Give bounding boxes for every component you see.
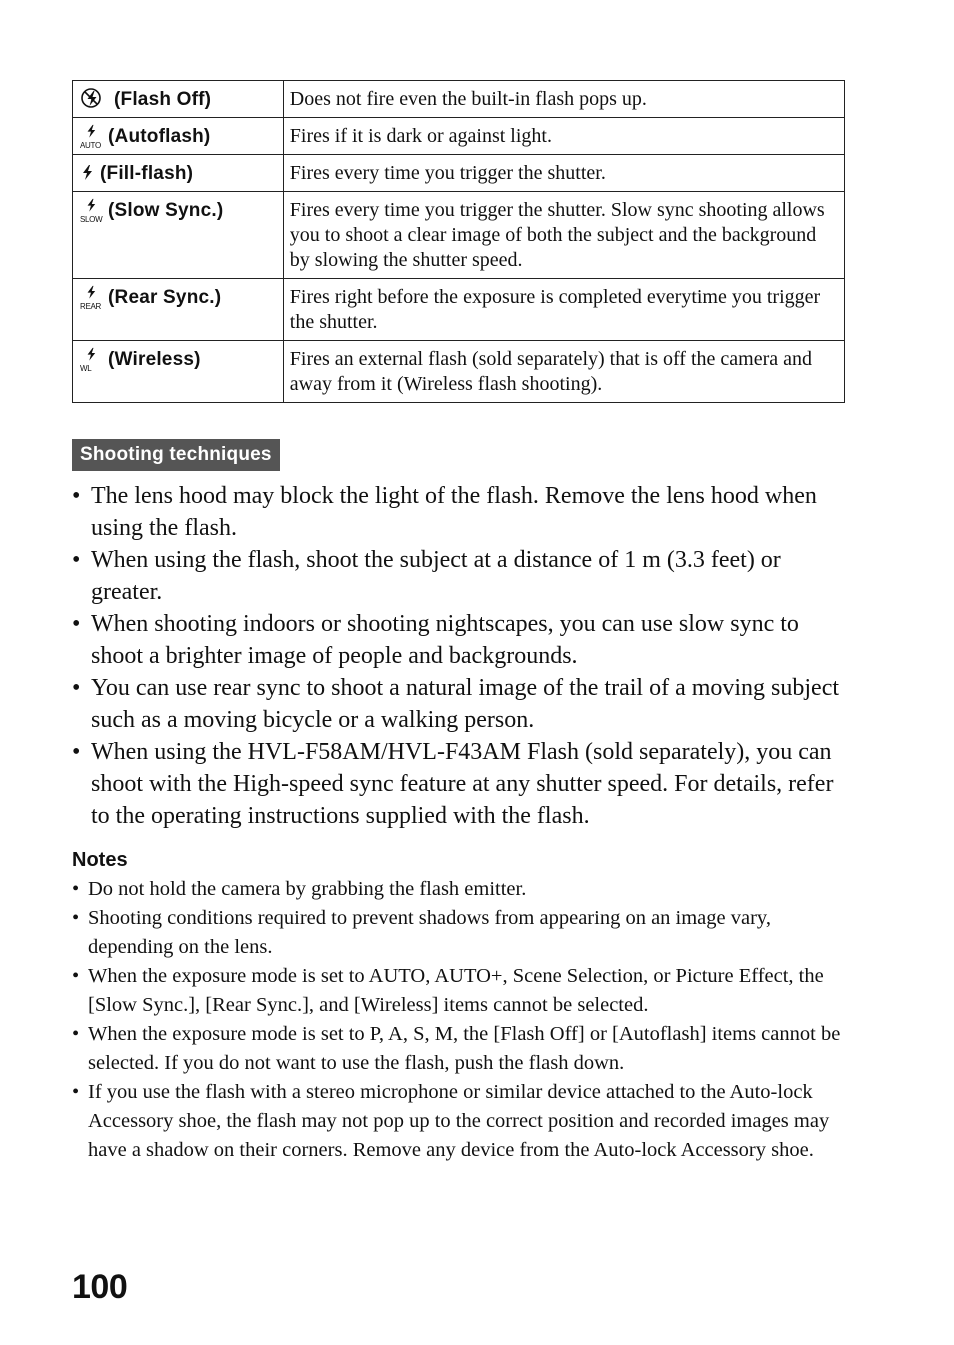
rear-sync-icon xyxy=(80,285,106,310)
flash-mode-name-cell xyxy=(73,192,284,279)
flash-mode-name: (Wireless) xyxy=(108,349,201,370)
note-item: • If you use the flash with a stereo microphone or similar device attached to the Auto-lock Accessory shoe, the flash may not pop up to the correct position and recorded images may have a shadow on their corners. Remove any device from the Auto-lock Accessory shoe. xyxy=(72,1078,852,1165)
flash-mode-description: Fires every time you trigger the shutter. xyxy=(283,155,844,192)
technique-item: • The lens hood may block the light of the flash. Remove the lens hood when using the flash. xyxy=(72,480,852,544)
flash-mode-description: Fires if it is dark or against light. xyxy=(283,118,844,155)
flash-mode-description: Fires right before the exposure is completed everytime you trigger the shutter. xyxy=(283,279,844,341)
wireless-icon xyxy=(80,347,106,372)
flash-mode-row xyxy=(73,81,845,118)
flash-mode-icon-subscript: AUTO xyxy=(80,141,101,150)
fill-flash-icon xyxy=(80,161,96,186)
flash-mode-name-cell xyxy=(73,81,284,118)
flash-mode-name-cell xyxy=(73,279,284,341)
page-number: 100 xyxy=(72,1268,128,1306)
autoflash-icon xyxy=(80,124,106,149)
flash-mode-name-cell xyxy=(73,341,284,403)
flash-mode-description: Fires every time you trigger the shutter. Slow sync shooting allows you to shoot a clear image of both the subject and the background by slowing the shutter speed. xyxy=(283,192,844,279)
flash-mode-row xyxy=(73,341,845,403)
flash-mode-table-body xyxy=(73,81,845,403)
note-item: • Shooting conditions required to prevent shadows from appearing on an image vary, depending on the lens. xyxy=(72,904,852,962)
note-item: • When the exposure mode is set to P, A, S, M, the [Flash Off] or [Autoflash] items cannot be selected. If you do not want to use the flash, push the flash down. xyxy=(72,1020,852,1078)
note-item: • When the exposure mode is set to AUTO, AUTO+, Scene Selection, or Picture Effect, the [Slow Sync.], [Rear Sync.], and [Wireless] items cannot be selected. xyxy=(72,962,852,1020)
flash-mode-row xyxy=(73,192,845,279)
technique-item: • When shooting indoors or shooting nightscapes, you can use slow sync to shoot a brighter image of people and backgrounds. xyxy=(72,608,852,672)
flash-mode-row xyxy=(73,155,845,192)
technique-item: • You can use rear sync to shoot a natural image of the trail of a moving subject such as a moving bicycle or a walking person. xyxy=(72,672,852,736)
flash-mode-icon-subscript: REAR xyxy=(80,302,102,311)
notes-list xyxy=(72,875,852,1165)
flash-mode-table xyxy=(72,80,845,403)
flash-mode-row xyxy=(73,118,845,155)
flash-mode-description: Does not fire even the built-in flash pops up. xyxy=(283,81,844,118)
flash-mode-name-cell xyxy=(73,118,284,155)
flash-mode-name: (Autoflash) xyxy=(108,126,211,147)
shooting-techniques-list xyxy=(72,480,852,832)
flash-mode-description: Fires an external flash (sold separately) that is off the camera and away from it (Wireless flash shooting). xyxy=(283,341,844,403)
technique-item: • When using the flash, shoot the subject at a distance of 1 m (3.3 feet) or greater. xyxy=(72,544,852,608)
flash-mode-icon-subscript: WL xyxy=(80,364,92,373)
flash-mode-name: (Rear Sync.) xyxy=(108,287,222,308)
flash-mode-icon-subscript: SLOW xyxy=(80,215,103,224)
technique-item: • When using the HVL-F58AM/HVL-F43AM Flash (sold separately), you can shoot with the High-speed sync feature at any shutter speed. For details, refer to the operating instructions supplied with the flash. xyxy=(72,736,852,832)
slow-sync-icon xyxy=(80,198,106,223)
flash-mode-name: (Fill-flash) xyxy=(100,163,194,184)
flash-mode-name: (Slow Sync.) xyxy=(108,200,224,221)
flash-off-icon xyxy=(80,87,106,112)
section-heading-shooting-techniques: Shooting techniques xyxy=(72,439,280,471)
flash-mode-name: (Flash Off) xyxy=(114,89,212,110)
note-item: • Do not hold the camera by grabbing the flash emitter. xyxy=(72,875,852,904)
flash-mode-row xyxy=(73,279,845,341)
flash-mode-name-cell xyxy=(73,155,284,192)
notes-heading: Notes xyxy=(72,849,128,871)
